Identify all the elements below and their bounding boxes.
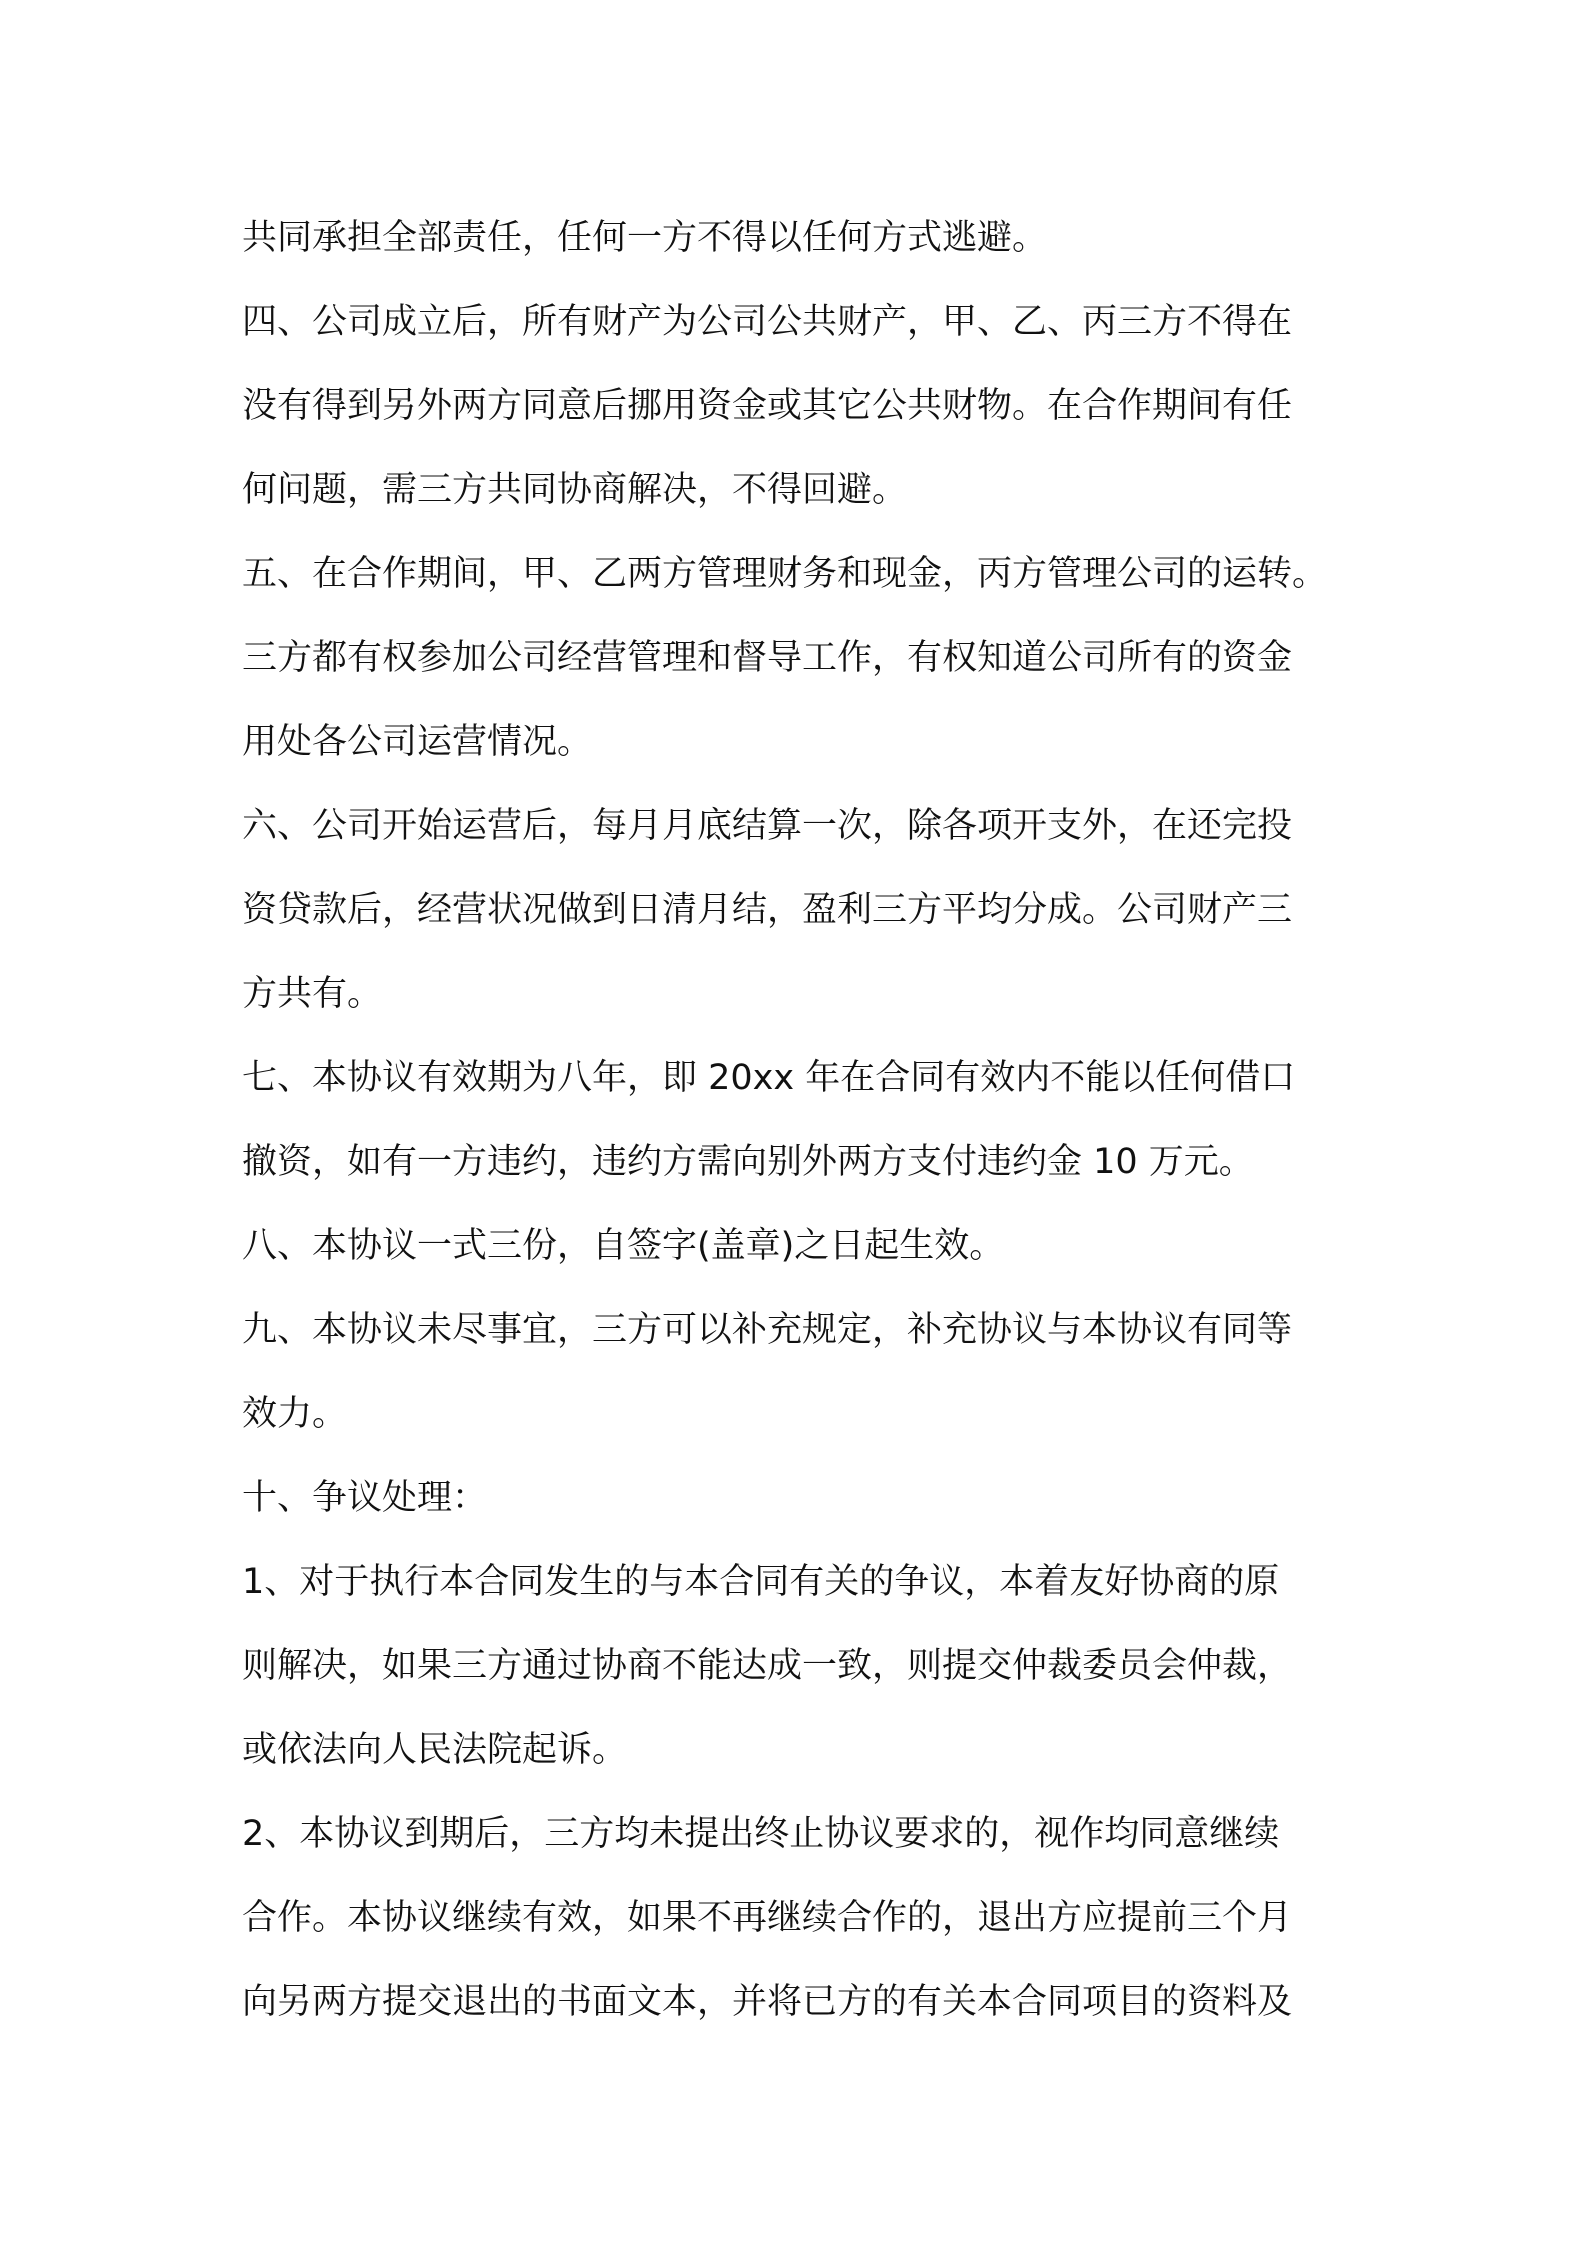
text-line: 十、争议处理：: [242, 1478, 488, 1518]
text-line: 没有得到另外两方同意后挪用资金或其它公共财物。在合作期间有任: [242, 386, 1293, 426]
text-line: 七、本协议有效期为八年，即 20xx 年在合同有效内不能以任何借口: [242, 1058, 1296, 1098]
text-line: 四、公司成立后，所有财产为公司公共财产，甲、乙、丙三方不得在: [242, 302, 1293, 342]
text-line: 1、对于执行本合同发生的与本合同有关的争议，本着友好协商的原: [242, 1562, 1280, 1602]
text-line: 五、在合作期间，甲、乙两方管理财务和现金，丙方管理公司的运转。: [242, 554, 1328, 594]
text-line: 2、本协议到期后，三方均未提出终止协议要求的，视作均同意继续: [242, 1814, 1280, 1854]
text-line: 共同承担全部责任，任何一方不得以任何方式逃避。: [242, 218, 1048, 258]
text-line: 合作。本协议继续有效，如果不再继续合作的，退出方应提前三个月: [242, 1898, 1293, 1938]
text-line: 则解决，如果三方通过协商不能达成一致，则提交仲裁委员会仲裁，: [242, 1646, 1293, 1686]
text-line: 六、公司开始运营后，每月月底结算一次，除各项开支外，在还完投: [242, 806, 1293, 846]
text-line: 九、本协议未尽事宜，三方可以补充规定，补充协议与本协议有同等: [242, 1310, 1293, 1350]
text-line: 效力。: [242, 1394, 348, 1434]
text-line: 用处各公司运营情况。: [242, 722, 593, 762]
text-line: 八、本协议一式三份，自签字(盖章)之日起生效。: [242, 1226, 1005, 1266]
text-line: 资贷款后，经营状况做到日清月结，盈利三方平均分成。公司财产三: [242, 890, 1293, 930]
text-line: 三方都有权参加公司经营管理和督导工作，有权知道公司所有的资金: [242, 638, 1293, 678]
text-line: 何问题，需三方共同协商解决，不得回避。: [242, 470, 908, 510]
document-body: [242, 196, 1362, 2044]
text-line: 撤资，如有一方违约，违约方需向别外两方支付违约金 10 万元。: [242, 1142, 1254, 1182]
text-line: 向另两方提交退出的书面文本，并将已方的有关本合同项目的资料及: [242, 1982, 1293, 2022]
text-line: 方共有。: [242, 974, 383, 1014]
text-line: 或依法向人民法院起诉。: [242, 1730, 628, 1770]
